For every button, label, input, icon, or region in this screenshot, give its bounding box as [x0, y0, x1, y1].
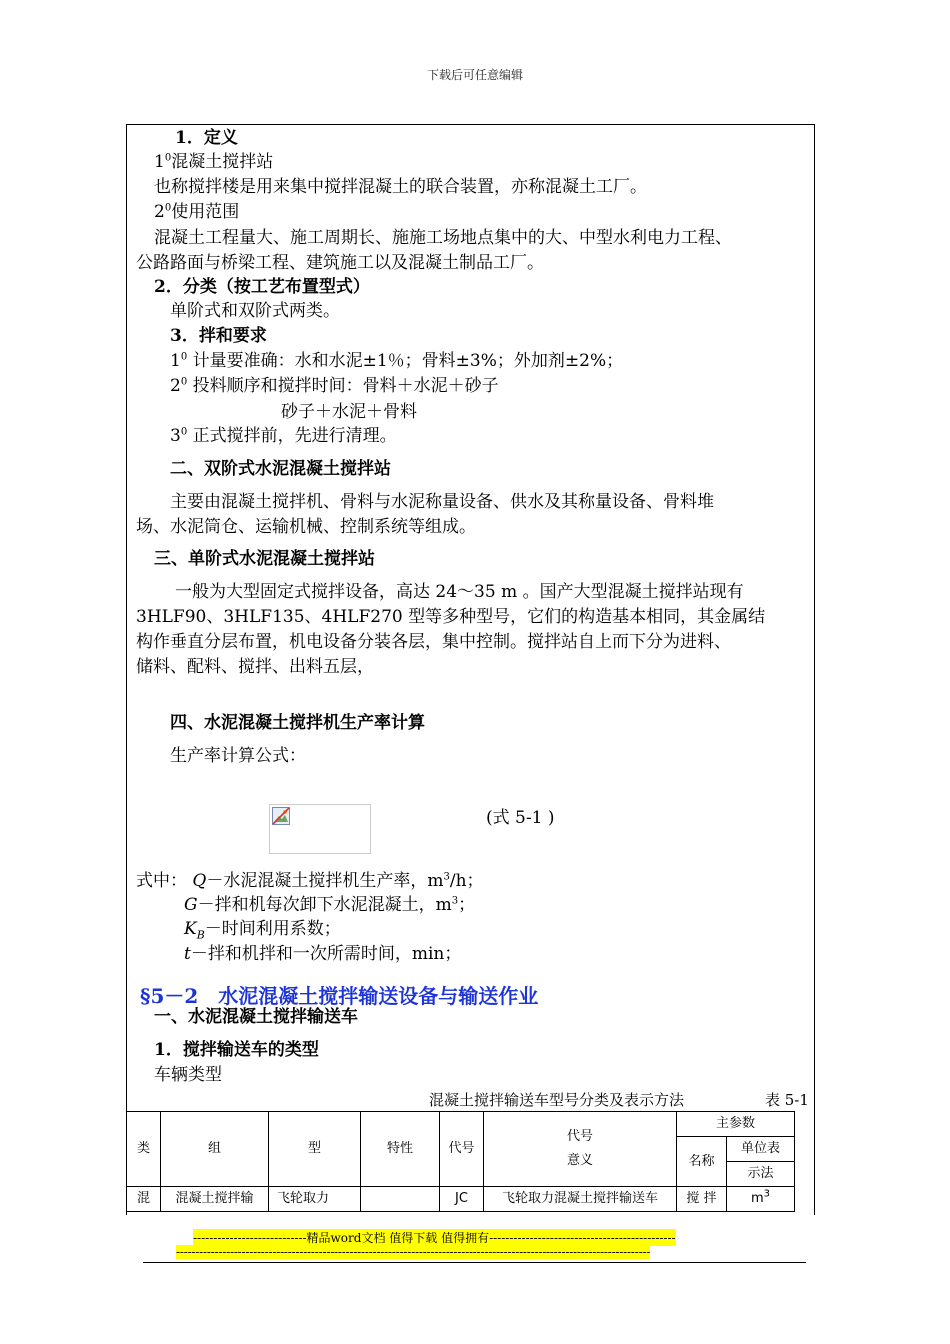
paragraph-line: 构作垂直分层布置，机电设备分装各层，集中控制。搅拌站自上而下分为进料、 [136, 632, 731, 652]
section-title: §5－2 水泥混凝土搅拌输送设备与输送作业 [140, 984, 539, 1008]
header-note: 下载后可任意编辑 [426, 68, 523, 82]
header-cell: 型 [269, 1112, 361, 1187]
paragraph-line: 混凝土工程量大、施工周期长、施施工场地点集中的大、中型水利电力工程、 [154, 228, 732, 248]
header-cell: 单位表 [727, 1137, 795, 1162]
table-cell [361, 1187, 440, 1212]
item-cleaning: $3^0$ 正式搅拌前，先进行清理。 [170, 426, 397, 446]
item-mixing-station: $1^0$混凝土搅拌站 [154, 152, 274, 172]
table-row [127, 1187, 795, 1212]
header-cell: 类 [127, 1112, 161, 1187]
paragraph-line: 生产率计算公式： [170, 746, 306, 766]
heading-mixer-truck: 一、水泥混凝土搅拌输送车 [154, 1007, 358, 1027]
formula-image-placeholder [269, 804, 371, 854]
header-cell: 名称 [677, 1137, 727, 1187]
var-q-definition: 式中： Q－水泥混凝土搅拌机生产率，$m^3/h$； [136, 871, 484, 891]
bottom-rule [143, 1262, 806, 1263]
footer-banner-dashes: --------------------------------------------------------------------------------------------------------------------------- [176, 1245, 651, 1259]
paragraph-line: 主要由混凝土搅拌机、骨料与水泥称量设备、供水及其称量设备、骨料堆 [170, 492, 714, 512]
paragraph-line: 砂子＋水泥＋骨料 [281, 402, 417, 422]
item-scope: $2^0$使用范围 [154, 202, 240, 222]
paragraph-line: 公路路面与桥梁工程、建筑施工以及混凝土制品工厂。 [136, 253, 544, 273]
header-cell: 特性 [361, 1112, 440, 1187]
mixer-truck-type-table [126, 1111, 795, 1212]
paragraph-line: 单阶式和双阶式两类。 [170, 301, 340, 321]
heading-two-stage-station: 二、双阶式水泥混凝土搅拌站 [170, 459, 391, 479]
table-number: 表 5-1 [765, 1091, 809, 1109]
table-cell: 混 [127, 1187, 161, 1212]
var-t-definition: t－拌和机拌和一次所需时间，min； [184, 944, 462, 964]
header-cell-code-meaning: 代号 意义 [484, 1112, 677, 1187]
header-cell: 代号 [440, 1112, 484, 1187]
heading-mixing-requirements: 3．拌和要求 [170, 326, 267, 346]
footer-banner: ----------------------------精品word文档 值得下载 值得拥有---------------------------------------------- [193, 1231, 676, 1245]
var-kb-definition: $K_B-$时间利用系数； [184, 919, 341, 942]
broken-image-icon [272, 807, 290, 825]
paragraph-line: 场、水泥筒仓、运输机械、控制系统等组成。 [136, 517, 476, 537]
heading-productivity: 四、水泥混凝土搅拌机生产率计算 [170, 713, 425, 733]
paragraph-line: 一般为大型固定式搅拌设备，高达 24～35 m 。国产大型混凝土搅拌站现有 [175, 582, 744, 602]
table-cell: 混凝土搅拌输 [161, 1187, 269, 1212]
heading-definition: 1．定义 [175, 128, 238, 148]
header-cell-main-params: 主参数 [677, 1112, 795, 1137]
header-cell: 示法 [727, 1162, 795, 1187]
table-cell: 飞轮取力 [269, 1187, 361, 1212]
header-cell: 组 [161, 1112, 269, 1187]
heading-truck-types: 1．搅拌输送车的类型 [154, 1040, 319, 1060]
paragraph-line: 车辆类型 [154, 1065, 222, 1085]
paragraph-line: 3HLF90、3HLF135、4HLF270 型等多种型号，它们的构造基本相同，其金属结 [136, 607, 766, 627]
item-metering: $1^0$ 计量要准确：水和水泥±1％；骨料±3%；外加剂±2%； [170, 351, 624, 371]
heading-single-stage-station: 三、单阶式水泥混凝土搅拌站 [154, 549, 375, 569]
var-g-definition: G－拌和机每次卸下水泥混凝土，$m^3$； [184, 895, 476, 915]
paragraph-line: 也称搅拌楼是用来集中搅拌混凝土的联合装置，亦称混凝土工厂。 [154, 177, 647, 197]
item-feeding-order: $2^0$ 投料顺序和搅拌时间：骨料＋水泥＋砂子 [170, 376, 499, 396]
table-cell: 飞轮取力混凝土搅拌输送车 [484, 1187, 677, 1212]
paragraph-line: 储料、配料、搅拌、出料五层， [136, 657, 374, 677]
formula-label: (式 5-1 ) [486, 808, 555, 828]
heading-classification: 2．分类（按工艺布置型式） [154, 277, 370, 297]
table-cell: JC [440, 1187, 484, 1212]
table-cell-unit: $m^3$ [727, 1187, 795, 1212]
table-caption: 混凝土搅拌输送车型号分类及表示方法 [429, 1091, 685, 1109]
table-cell: 搅 拌 [677, 1187, 727, 1212]
